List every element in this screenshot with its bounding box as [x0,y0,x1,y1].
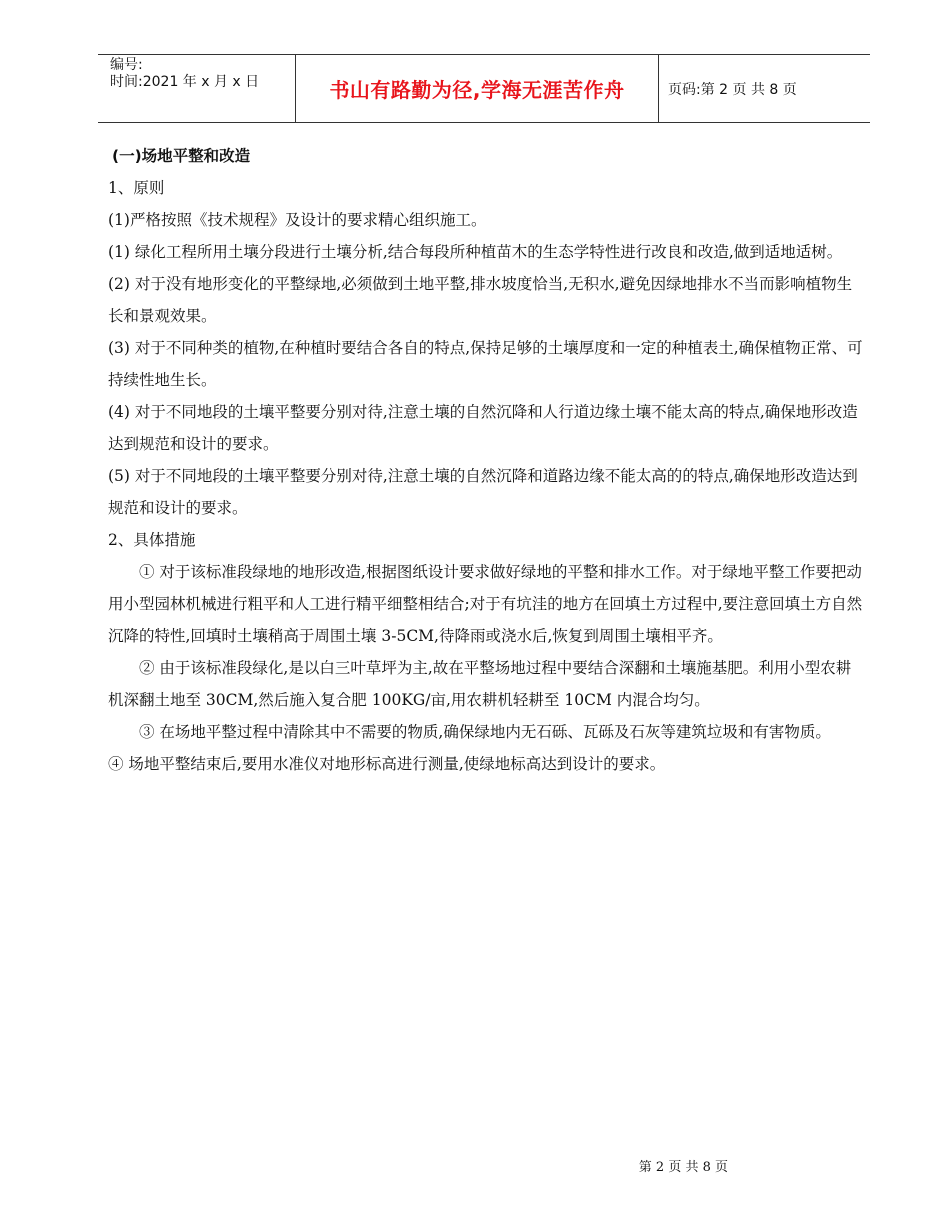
principle-item: (1)严格按照《技术规程》及设计的要求精心组织施工。 [108,211,487,229]
measure-item: ② 由于该标准段绿化,是以白三叶草坪为主,故在平整场地过程中要结合深翻和土壤施基肥。利用小型农耕机深翻土地至 30CM,然后施入复合肥 100KG/亩,用农耕机轻耕至 10CM 内混合均匀。 [108,659,852,709]
measure-item: ① 对于该标准段绿地的地形改造,根据图纸设计要求做好绿地的平整和排水工作。对于绿地平整工作要把动用小型园林机械进行粗平和人工进行精平细整相结合;对于有坑洼的地方在回填土方过程中,要注意回填土方自然沉降的特性,回填时土壤稍高于周围土壤 3-5CM,待降雨或浇水后,恢复到周围土壤相平齐。 [108,563,863,645]
principle-item: (3) 对于不同种类的植物,在种植时要结合各自的特点,保持足够的土壤厚度和一定的种植表土,确保植物正常、可持续性地生长。 [108,339,863,389]
principle-item: (4) 对于不同地段的土壤平整要分别对待,注意土壤的自然沉降和人行道边缘土壤不能太高的特点,确保地形改造达到规范和设计的要求。 [108,403,858,453]
final-measure-item: ④ 场地平整结束后,要用水准仪对地形标高进行测量,使绿地标高达到设计的要求。 [108,755,666,773]
principle-item: (2) 对于没有地形变化的平整绿地,必须做到土地平整,排水坡度恰当,无积水,避免因绿地排水不当而影响植物生长和景观效果。 [108,275,853,325]
principle-heading: 1、原则 [108,179,165,197]
document-time: 时间:2021 年 x 月 x 日 [110,74,260,90]
page-footer: 第 2 页 共 8 页 [638,1160,728,1175]
measure-item: ③ 在场地平整过程中清除其中不需要的物质,确保绿地内无石砾、瓦砾及石灰等建筑垃圾和有害物质。 [139,723,831,741]
header-meta [98,55,296,122]
document-header [98,54,870,123]
principle-item: (5) 对于不同地段的土壤平整要分别对待,注意土壤的自然沉降和道路边缘不能太高的的特点,确保地形改造达到规范和设计的要求。 [108,467,858,517]
document-body [108,140,864,780]
header-motto: 书山有路勤为径,学海无涯苦作舟 [296,55,659,122]
section-title: (一)场地平整和改造 [112,147,251,165]
document-number-label: 编号: [110,57,143,73]
principle-item: (1) 绿化工程所用土壤分段进行土壤分析,结合每段所种植苗木的生态学特性进行改良和改造,做到适地适树。 [108,243,843,261]
header-page-info: 页码:第 2 页 共 8 页 [668,81,797,98]
measures-heading: 2、具体措施 [108,531,196,549]
